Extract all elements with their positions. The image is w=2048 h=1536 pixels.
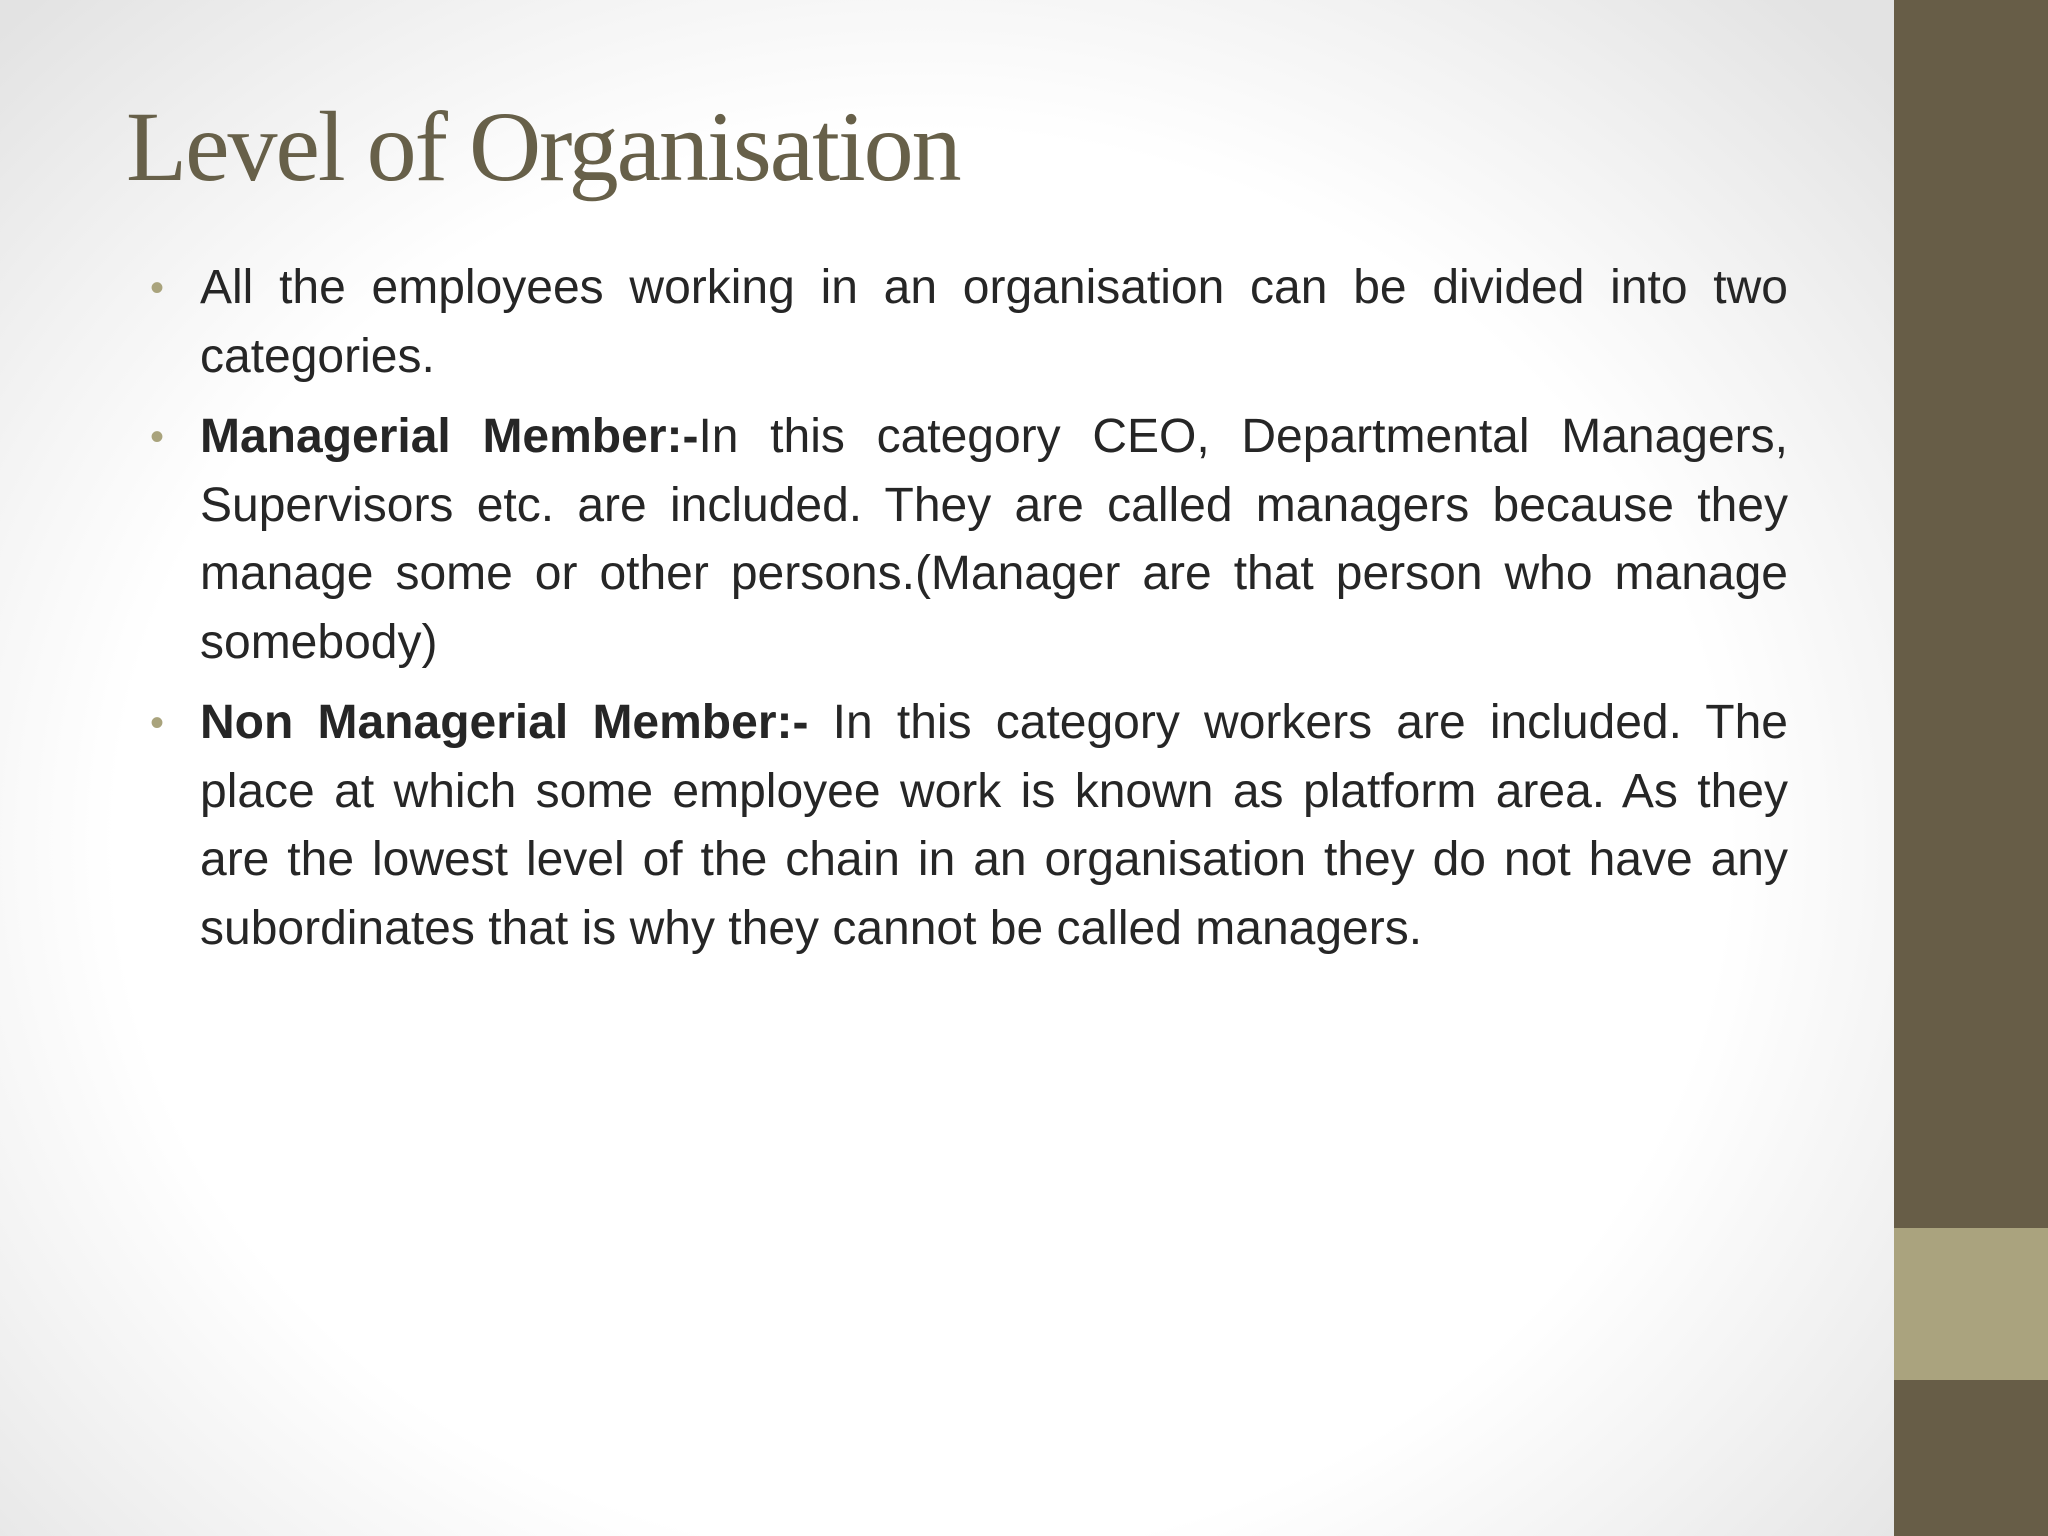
bullet-item-managerial xyxy=(150,403,1788,677)
sidebar-accent-block xyxy=(1894,1228,2048,1380)
bullet-list xyxy=(150,254,1788,975)
bullet-icon: • xyxy=(150,701,165,745)
bullet-text: In this category CEO, Departmental Managers, Supervisors etc. are included. They are called managers because they manage some or other persons.(Manager are that person who manage somebody) xyxy=(200,410,1788,669)
slide-title: Level of Organisation xyxy=(126,91,960,202)
bullet-text: In this category workers are included. The place at which some employee work is known as platform area. As they are the lowest level of the chain in an organisation they do not have any subordinates that is why they cannot be called managers. xyxy=(200,696,1788,955)
bullet-label: Non Managerial Member:- xyxy=(200,696,809,749)
bullet-item-employees xyxy=(150,254,1788,391)
bullet-label: Managerial Member:- xyxy=(200,410,699,463)
bullet-item-non-managerial xyxy=(150,689,1788,963)
bullet-text: All the employees working in an organisation can be divided into two categories. xyxy=(200,261,1788,383)
bullet-icon: • xyxy=(150,266,165,310)
bullet-icon: • xyxy=(150,415,165,459)
